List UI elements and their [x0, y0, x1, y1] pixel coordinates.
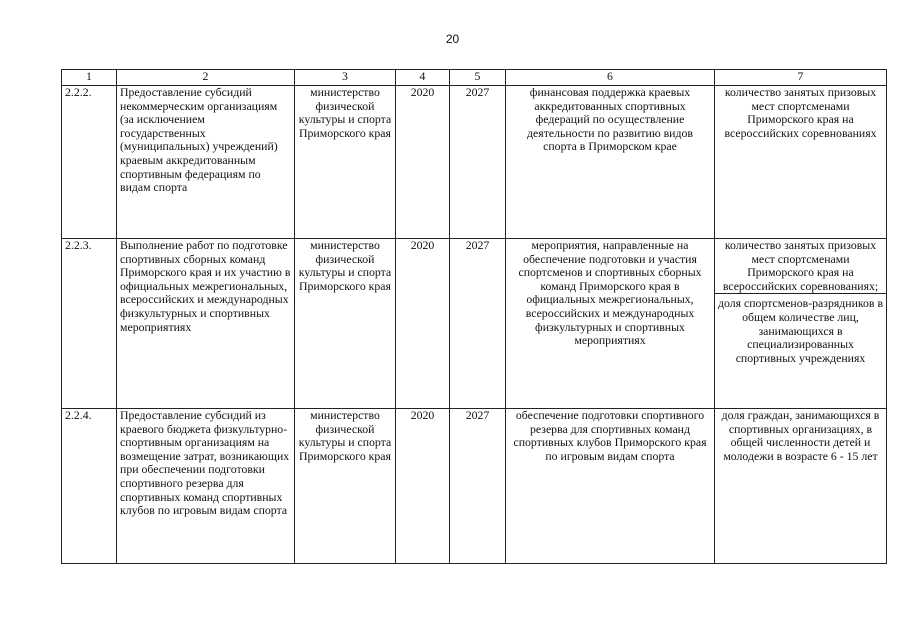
executor: министерство физической культуры и спорта Приморского края: [295, 409, 396, 564]
start-year: 2020: [396, 86, 450, 239]
column-header: 5: [450, 70, 506, 86]
column-header: 1: [62, 70, 117, 86]
table-row: [62, 409, 887, 564]
column-header: 6: [506, 70, 715, 86]
indicator: доля граждан, занимающихся в спортивных организациях, в общей численности детей и молодежи в возрасте 6 - 15 лет: [715, 409, 887, 564]
end-year: 2027: [450, 409, 506, 564]
start-year: 2020: [396, 239, 450, 409]
measure-name: Предоставление субсидий некоммерческим организациям (за исключением государственных (муниципальных) учреждений) краевым аккредитованным спортивным федерациям по видам спорта: [117, 86, 295, 239]
expected-result: обеспечение подготовки спортивного резерва для спортивных команд спортивных клубов Приморского края по игровым видам спорта: [506, 409, 715, 564]
expected-result: финансовая поддержка краевых аккредитованных спортивных федераций по осуществление деятельности по развитию видов спорта в Приморском крае: [506, 86, 715, 239]
start-year: 2020: [396, 409, 450, 564]
executor: министерство физической культуры и спорта Приморского края: [295, 239, 396, 409]
page-number: 20: [445, 32, 460, 46]
column-header: 3: [295, 70, 396, 86]
indicator: количество занятых призовых мест спортсменами Приморского края на всероссийских соревнованиях: [715, 86, 887, 239]
row-number: 2.2.3.: [62, 239, 117, 409]
measure-name: Предоставление субсидий из краевого бюджета физкультурно-спортивным организациям на возмещение затрат, возникающих при обеспечении подготовки спортивного резерва для спортивных команд спортивных клубов по игровым видам спорта: [117, 409, 295, 564]
indicator: количество занятых призовых мест спортсменами Приморского края на всероссийских соревнованиях;: [722, 238, 879, 293]
indicator-cell: [715, 239, 887, 409]
executor: министерство физической культуры и спорта Приморского края: [295, 86, 396, 239]
measure-name: Выполнение работ по подготовке спортивных сборных команд Приморского края и их участию в официальных межрегиональных, всероссийских и международных физкультурных и спортивных мероприятиях: [117, 239, 295, 409]
indicator: доля спортсменов-разрядников в общем количестве лиц, занимающихся в специализированных спортивных учреждениях: [715, 293, 886, 365]
column-header: 7: [715, 70, 887, 86]
table-row: [62, 86, 887, 239]
table-row: [62, 239, 887, 409]
column-number-row: [62, 70, 887, 86]
end-year: 2027: [450, 239, 506, 409]
row-number: 2.2.4.: [62, 409, 117, 564]
column-header: 4: [396, 70, 450, 86]
program-table: [61, 69, 887, 564]
expected-result: мероприятия, направленные на обеспечение подготовки и участия спортсменов и спортивных сборных команд Приморского края в официальных межрегиональных, всероссийских и международных физкультурных и спортивных мероприятиях: [506, 239, 715, 409]
column-header: 2: [117, 70, 295, 86]
end-year: 2027: [450, 86, 506, 239]
row-number: 2.2.2.: [62, 86, 117, 239]
